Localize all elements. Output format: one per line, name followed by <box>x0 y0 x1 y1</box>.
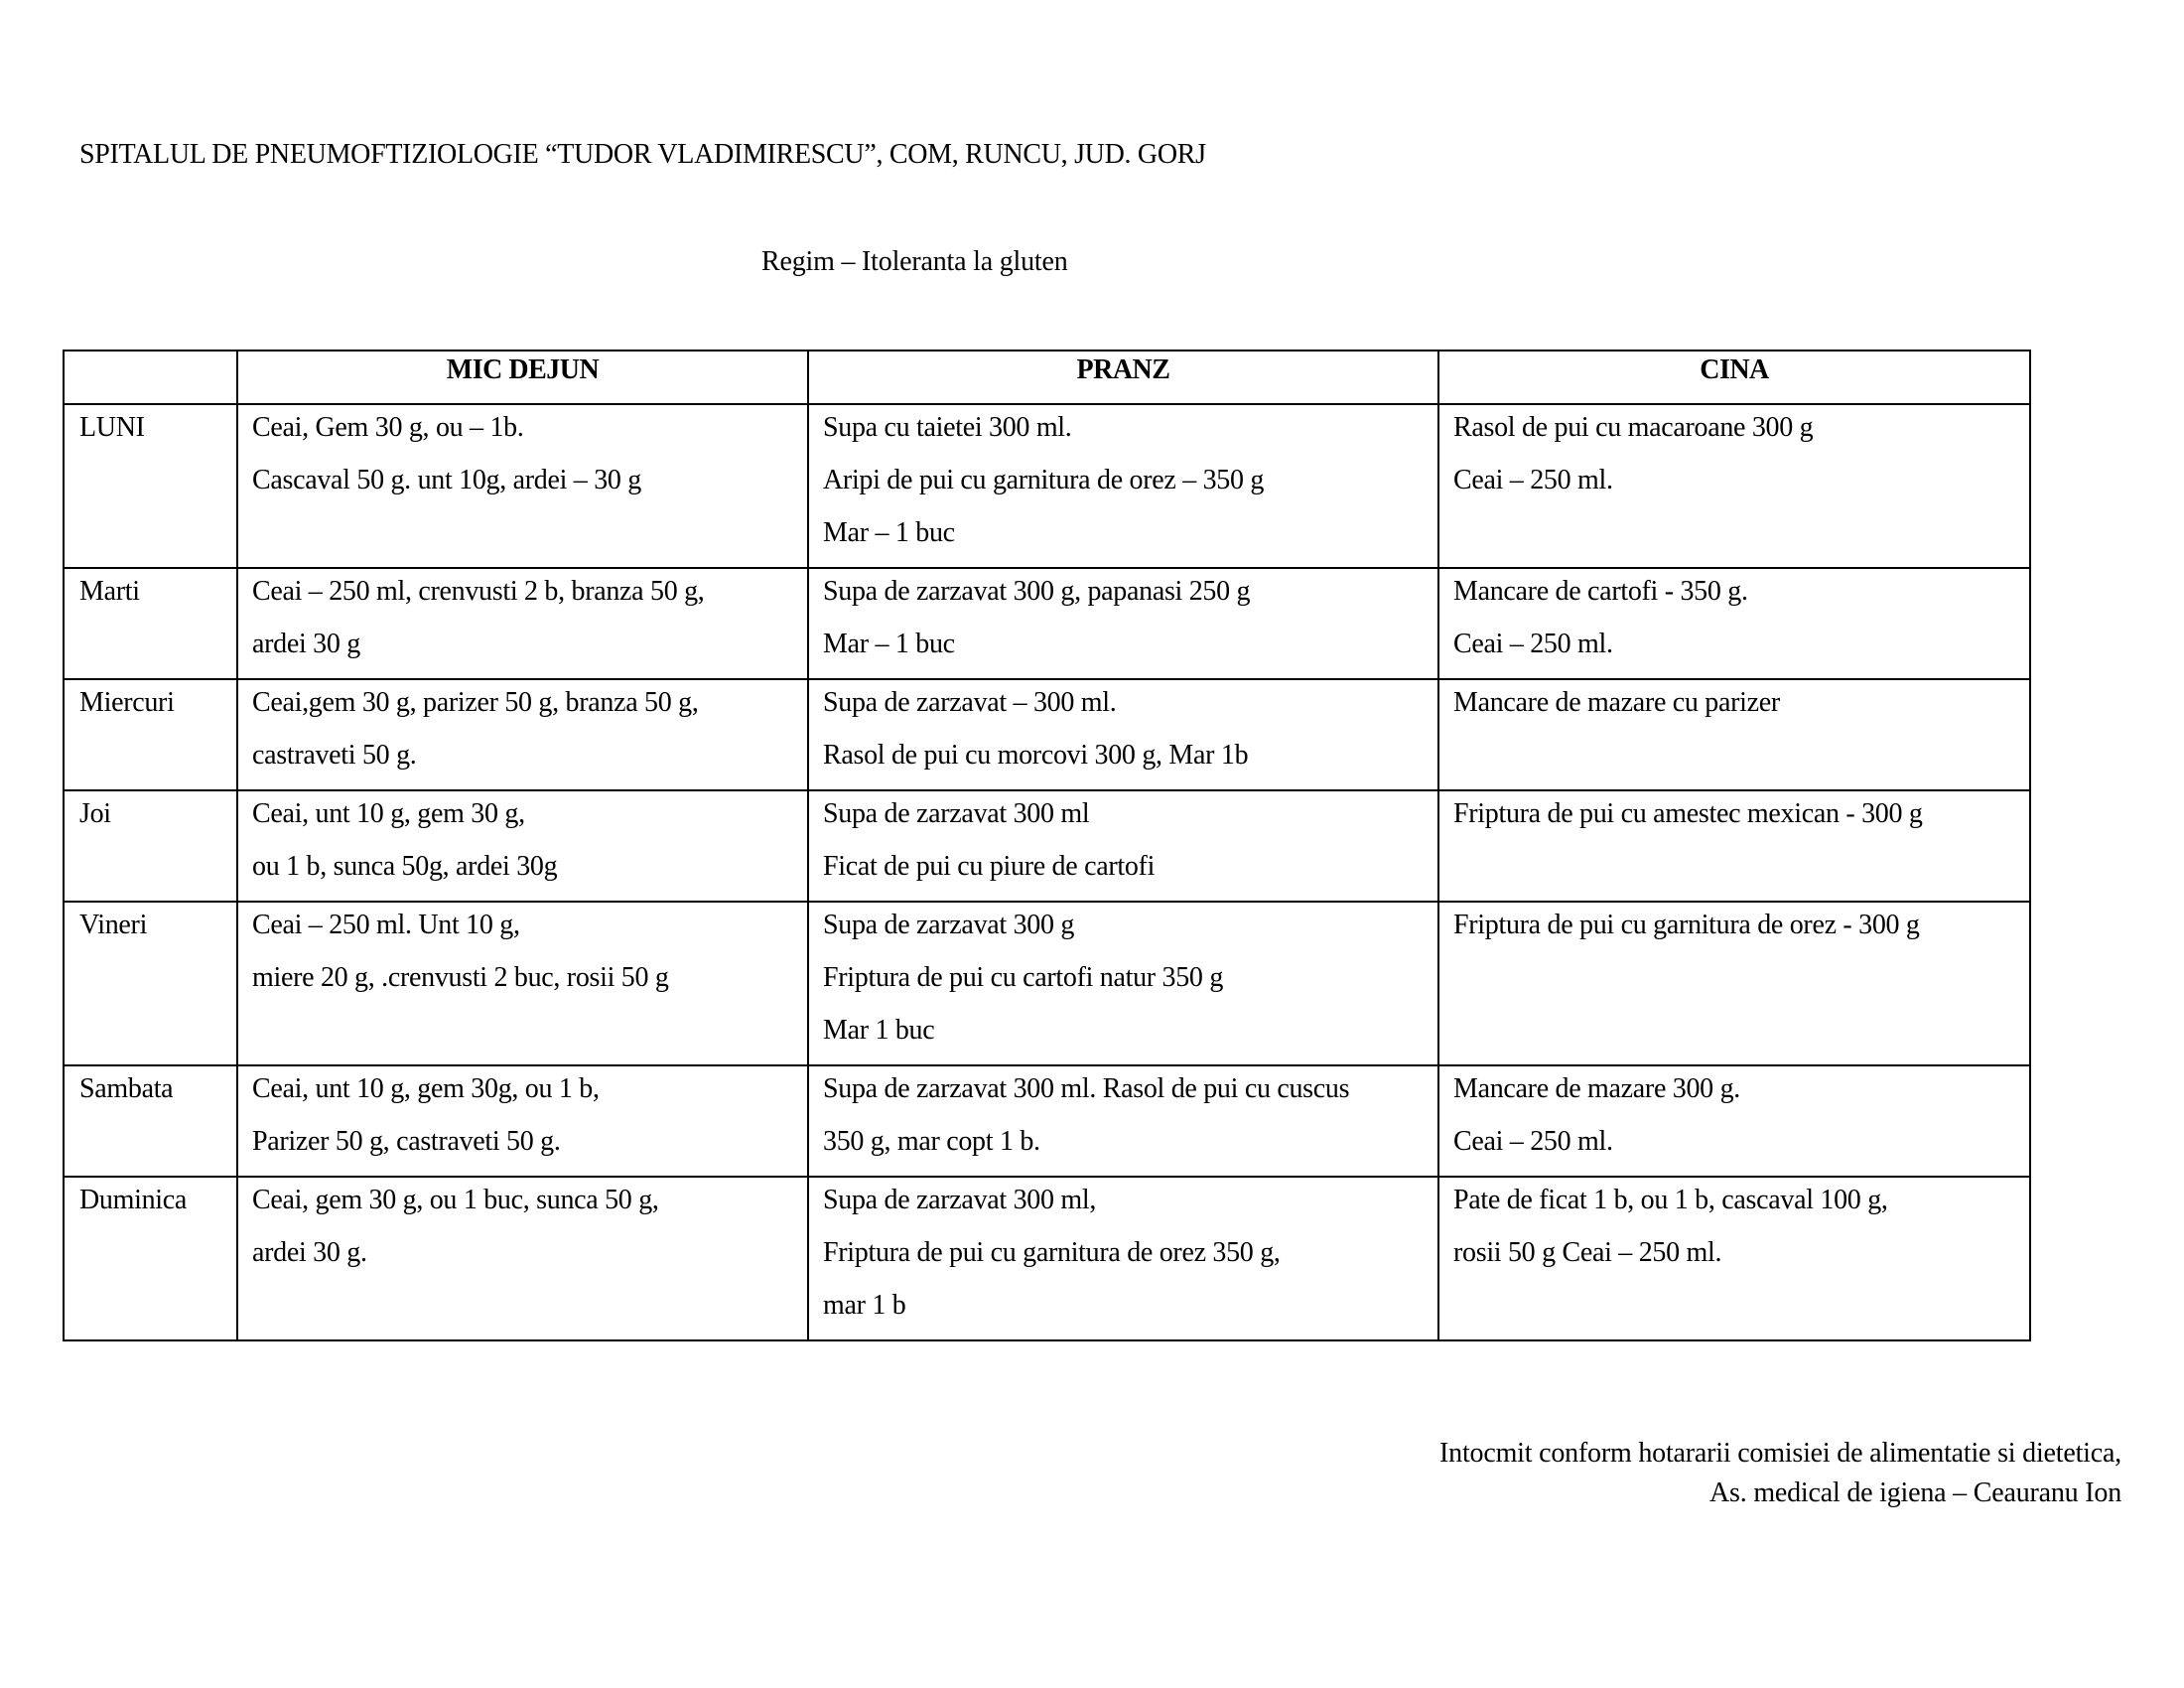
day-cell-content <box>65 405 236 454</box>
pranz-cell <box>808 902 1438 1065</box>
mic-dejun-cell-content <box>238 1066 807 1168</box>
mic-dejun-cell-content <box>238 903 807 1004</box>
day-label: Joi <box>79 798 111 829</box>
table-header-row <box>64 351 2030 404</box>
menu-item-line: Parizer 50 g, castraveti 50 g. <box>252 1126 561 1157</box>
cina-cell-content <box>1439 903 2029 951</box>
pranz-cell-content <box>809 405 1437 559</box>
menu-item-line: Cascaval 50 g. unt 10g, ardei – 30 g <box>252 465 642 495</box>
day-cell <box>64 902 237 1065</box>
cina-cell-content <box>1439 569 2029 670</box>
table-body <box>64 404 2030 1340</box>
mic-dejun-cell <box>237 1065 808 1177</box>
signature-block <box>1439 1434 2121 1513</box>
mic-dejun-cell <box>237 1177 808 1340</box>
cina-cell <box>1438 902 2030 1065</box>
header-cina: CINA <box>1438 351 2030 404</box>
table-row <box>64 568 2030 679</box>
menu-item-line: Ceai, unt 10 g, gem 30g, ou 1 b, <box>252 1073 600 1104</box>
menu-item-line: Supa de zarzavat 300 ml. Rasol de pui cu cuscus <box>823 1073 1350 1104</box>
day-cell <box>64 679 237 790</box>
weekly-menu-table <box>63 350 2031 1341</box>
day-cell-content <box>65 1178 236 1226</box>
day-cell <box>64 1177 237 1340</box>
menu-item-line: Mancare de mazare 300 g. <box>1453 1073 1740 1104</box>
menu-item-line: Friptura de pui cu garnitura de orez - 300 g <box>1453 910 1920 940</box>
menu-item-line: Ceai, gem 30 g, ou 1 buc, sunca 50 g, <box>252 1185 659 1215</box>
menu-item-line: Supa de zarzavat 300 g <box>823 910 1075 940</box>
day-cell <box>64 568 237 679</box>
mic-dejun-cell-content <box>238 569 807 670</box>
pranz-cell-content <box>809 903 1437 1056</box>
menu-item-line: Mar – 1 buc <box>823 629 955 659</box>
day-label: Sambata <box>79 1073 174 1104</box>
pranz-cell-content <box>809 1066 1437 1168</box>
header-day <box>64 351 237 404</box>
table-row <box>64 790 2030 902</box>
day-label: Vineri <box>79 910 148 940</box>
menu-item-line: Supa de zarzavat 300 ml <box>823 798 1090 829</box>
day-label: Marti <box>79 576 140 607</box>
mic-dejun-cell-content <box>238 405 807 506</box>
menu-item-line: ou 1 b, sunca 50g, ardei 30g <box>252 851 558 882</box>
cina-cell <box>1438 1065 2030 1177</box>
day-cell <box>64 1065 237 1177</box>
mic-dejun-cell <box>237 902 808 1065</box>
mic-dejun-cell <box>237 790 808 902</box>
pranz-cell-content <box>809 569 1437 670</box>
mic-dejun-cell-content <box>238 1178 807 1279</box>
menu-item-line: Rasol de pui cu macaroane 300 g <box>1453 412 1814 443</box>
menu-item-line: Aripi de pui cu garnitura de orez – 350 g <box>823 465 1265 495</box>
menu-item-line: Mar – 1 buc <box>823 517 955 548</box>
day-cell-content <box>65 569 236 618</box>
menu-item-line: castraveti 50 g. <box>252 740 417 771</box>
day-cell-content <box>65 680 236 729</box>
table-row <box>64 679 2030 790</box>
day-label: LUNI <box>79 412 145 443</box>
day-cell <box>64 790 237 902</box>
pranz-cell-content <box>809 680 1437 781</box>
cina-cell <box>1438 1177 2030 1340</box>
hospital-title: SPITALUL DE PNEUMOFTIZIOLOGIE “TUDOR VLADIMIRESCU”, COM, RUNCU, JUD. GORJ <box>79 139 1206 170</box>
footer-signatory: As. medical de igiena – Ceauranu Ion <box>1709 1477 2121 1508</box>
menu-item-line: Friptura de pui cu amestec mexican - 300 g <box>1453 798 1923 829</box>
mic-dejun-cell <box>237 679 808 790</box>
menu-item-line: Friptura de pui cu garnitura de orez 350 g, <box>823 1237 1281 1268</box>
cina-cell-content <box>1439 791 2029 840</box>
menu-item-line: Mancare de cartofi - 350 g. <box>1453 576 1748 607</box>
menu-item-line: Mancare de mazare cu parizer <box>1453 687 1780 718</box>
menu-item-line: Ceai – 250 ml. <box>1453 465 1613 495</box>
pranz-cell-content <box>809 791 1437 893</box>
diet-regimen-title: Regim – Itoleranta la gluten <box>761 246 1068 277</box>
menu-item-line: mar 1 b <box>823 1290 906 1321</box>
menu-item-line: Ceai,gem 30 g, parizer 50 g, branza 50 g, <box>252 687 699 718</box>
mic-dejun-cell-content <box>238 680 807 781</box>
table-row <box>64 1177 2030 1340</box>
menu-item-line: Ceai, Gem 30 g, ou – 1b. <box>252 412 524 443</box>
header-mic-dejun: MIC DEJUN <box>237 351 808 404</box>
cina-cell <box>1438 404 2030 568</box>
menu-item-line: Pate de ficat 1 b, ou 1 b, cascaval 100 g, <box>1453 1185 1888 1215</box>
menu-item-line: Mar 1 buc <box>823 1015 935 1046</box>
day-cell-content <box>65 1066 236 1115</box>
pranz-cell <box>808 790 1438 902</box>
menu-item-line: ardei 30 g <box>252 629 360 659</box>
table-row <box>64 404 2030 568</box>
pranz-cell <box>808 1065 1438 1177</box>
day-label: Miercuri <box>79 687 175 718</box>
menu-item-line: miere 20 g, .crenvusti 2 buc, rosii 50 g <box>252 962 669 993</box>
menu-item-line: Ceai – 250 ml. <box>1453 1126 1613 1157</box>
cina-cell-content <box>1439 405 2029 506</box>
menu-item-line: Supa cu taietei 300 ml. <box>823 412 1072 443</box>
day-cell-content <box>65 903 236 951</box>
mic-dejun-cell <box>237 568 808 679</box>
day-cell-content <box>65 791 236 840</box>
pranz-cell-content <box>809 1178 1437 1332</box>
menu-item-line: Ficat de pui cu piure de cartofi <box>823 851 1156 882</box>
cina-cell <box>1438 790 2030 902</box>
menu-item-line: Ceai – 250 ml. <box>1453 629 1613 659</box>
menu-item-line: rosii 50 g Ceai – 250 ml. <box>1453 1237 1722 1268</box>
table-row <box>64 902 2030 1065</box>
cina-cell <box>1438 568 2030 679</box>
table-row <box>64 1065 2030 1177</box>
header-pranz: PRANZ <box>808 351 1438 404</box>
pranz-cell <box>808 404 1438 568</box>
menu-item-line: Ceai – 250 ml, crenvusti 2 b, branza 50 g, <box>252 576 705 607</box>
menu-item-line: 350 g, mar copt 1 b. <box>823 1126 1040 1157</box>
pranz-cell <box>808 1177 1438 1340</box>
mic-dejun-cell <box>237 404 808 568</box>
menu-item-line: Ceai – 250 ml. Unt 10 g, <box>252 910 520 940</box>
cina-cell-content <box>1439 680 2029 729</box>
cina-cell <box>1438 679 2030 790</box>
day-cell <box>64 404 237 568</box>
cina-cell-content <box>1439 1178 2029 1279</box>
day-label: Duminica <box>79 1185 188 1215</box>
pranz-cell <box>808 679 1438 790</box>
cina-cell-content <box>1439 1066 2029 1168</box>
menu-item-line: Supa de zarzavat – 300 ml. <box>823 687 1117 718</box>
menu-item-line: Friptura de pui cu cartofi natur 350 g <box>823 962 1224 993</box>
menu-item-line: ardei 30 g. <box>252 1237 367 1268</box>
menu-item-line: Rasol de pui cu morcovi 300 g, Mar 1b <box>823 740 1249 771</box>
menu-item-line: Supa de zarzavat 300 g, papanasi 250 g <box>823 576 1251 607</box>
pranz-cell <box>808 568 1438 679</box>
menu-item-line: Supa de zarzavat 300 ml, <box>823 1185 1097 1215</box>
menu-item-line: Ceai, unt 10 g, gem 30 g, <box>252 798 525 829</box>
footer-note: Intocmit conform hotararii comisiei de alimentatie si dietetica, <box>1439 1438 2121 1469</box>
mic-dejun-cell-content <box>238 791 807 893</box>
